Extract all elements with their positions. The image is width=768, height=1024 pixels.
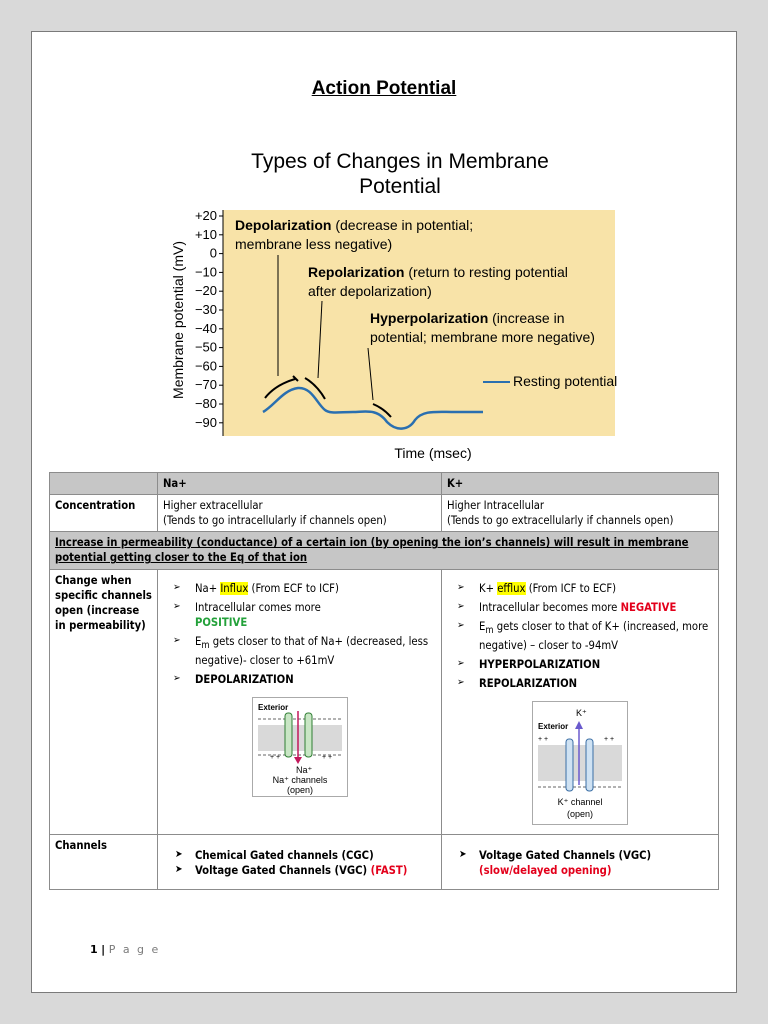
figure-title-line2: Potential — [359, 175, 441, 198]
y-tick-label: −70 — [194, 377, 217, 393]
y-tick-label: −90 — [194, 414, 217, 430]
header-empty-cell — [50, 473, 158, 495]
k-channel-caption: K⁺ channel — [557, 796, 603, 807]
y-tick-label: −50 — [194, 339, 217, 355]
list-item: ➢ Na+ Influx (From ECF to ICF) — [195, 581, 436, 596]
list-item: ➢ REPOLARIZATION — [479, 676, 713, 691]
k-channels-list — [447, 848, 713, 878]
k-channels-cell — [442, 834, 719, 889]
hyperpolarization-label: Hyperpolarization (increase in — [370, 310, 565, 326]
document-page — [31, 31, 737, 993]
k-concentration-cell — [442, 495, 719, 532]
resting-potential-label: Resting potential — [513, 373, 618, 389]
list-item: ➢ DEPOLARIZATION — [195, 672, 436, 687]
document-title: Action Potential — [311, 78, 457, 99]
k-channel-caption-line2: (open) — [566, 808, 594, 819]
na-exterior-label: Exterior — [257, 702, 288, 712]
k-concentration-line2: (Tends to go extracellularly if channels open) — [447, 514, 674, 528]
header-k: K+ — [442, 473, 719, 495]
y-axis-label: Membrane potential (mV) — [170, 241, 186, 399]
list-item: ➤ Chemical Gated channels (CGC) — [195, 848, 436, 863]
positive-text: POSITIVE — [195, 615, 248, 629]
ion-comparison-table — [49, 472, 719, 890]
na-concentration-line2: (Tends to go intracellularly if channels open) — [163, 514, 387, 528]
table-header-row — [50, 473, 719, 495]
svg-text:+ +: + + — [604, 735, 615, 743]
y-tick-label: +20 — [194, 208, 217, 223]
list-item: ➢ HYPERPOLARIZATION — [479, 657, 713, 672]
na-channel-caption: Na⁺ channels — [272, 774, 327, 785]
list-item: ➢ Intracellular becomes more NEGATIVE — [479, 600, 713, 615]
repolarization-label-line2: after depolarization) — [308, 283, 432, 299]
list-item: ➢ $E_m$ gets closer to that of Na+ (decreased, less negative)- closer to +61mV — [195, 634, 436, 668]
y-tick-label: 0 — [209, 245, 217, 261]
page-separator: | — [101, 943, 106, 956]
k-ion-label: K⁺ — [576, 707, 587, 718]
list-item: ➢ Intracellular comes more POSITIVE — [195, 600, 436, 630]
efflux-highlight: efflux — [497, 581, 526, 595]
repolarization-label: Repolarization (return to resting potential — [308, 264, 568, 280]
k-exterior-label: Exterior — [538, 721, 569, 731]
na-ion-label: Na⁺ — [295, 764, 312, 775]
row-label-concentration: Concentration — [50, 495, 158, 532]
table-row — [50, 834, 719, 889]
k-concentration-line1: Higher Intracellular — [447, 499, 545, 513]
header-na: Na+ — [158, 473, 442, 495]
y-tick-label: −80 — [194, 396, 217, 411]
row-label-change: Change when specific channels open (increase in permeability) — [50, 569, 158, 834]
svg-text:+ +: + + — [321, 753, 332, 761]
na-change-list — [163, 581, 436, 687]
y-tick-label: −30 — [194, 302, 217, 317]
slow-label: (slow/delayed opening) — [479, 864, 612, 878]
page-footer — [90, 943, 160, 956]
depolarization-label-line2: membrane less negative) — [235, 236, 393, 252]
na-channels-list — [163, 848, 436, 878]
row-label-channels: Channels — [50, 834, 158, 889]
na-concentration-cell — [158, 495, 442, 532]
svg-text:+ +: + + — [269, 753, 280, 761]
list-item: ➢ K+ efflux (From ICF to ECF) — [479, 581, 713, 596]
na-channel-protein — [285, 713, 292, 757]
y-tick-label: −40 — [194, 320, 217, 336]
page-number: 1 — [90, 943, 98, 956]
k-change-list — [447, 581, 713, 691]
k-channel-figure — [532, 701, 628, 825]
k-channel-protein — [566, 739, 573, 791]
influx-highlight: Influx — [220, 581, 249, 595]
y-tick-label: −10 — [194, 264, 217, 280]
na-channels-cell — [158, 834, 442, 889]
fast-label: (FAST) — [370, 864, 408, 878]
hyperpolarization-label-line2: potential; membrane more negative) — [370, 329, 595, 345]
k-change-cell — [442, 569, 719, 834]
y-tick-label: −20 — [194, 283, 217, 299]
list-item: ➤ Voltage Gated Channels (VGC) (FAST) — [195, 863, 436, 878]
na-channel-caption-line2: (open) — [286, 784, 313, 795]
table-row — [50, 569, 719, 834]
negative-text: NEGATIVE — [620, 600, 677, 614]
y-tick-label: +10 — [194, 226, 217, 242]
permeability-note: Increase in permeability (conductance) of a certain ion (by opening the ion’s channels) will result in membrane potential getting closer to the Eq of that ion — [50, 532, 719, 569]
x-axis-label: Time (msec) — [394, 445, 472, 461]
na-channel-figure — [252, 697, 348, 797]
na-change-cell — [158, 569, 442, 834]
membrane-potential-figure — [165, 140, 635, 466]
table-row — [50, 532, 719, 569]
svg-text:+ +: + + — [538, 735, 549, 743]
list-item: ➤ Voltage Gated Channels (VGC) (slow/delayed opening) — [479, 848, 713, 878]
na-concentration-line1: Higher extracellular — [163, 499, 263, 513]
figure-title-line1: Types of Changes in Membrane — [251, 150, 549, 173]
list-item: ➢ $E_m$ gets closer to that of K+ (increased, more negative) – closer to -94mV — [479, 619, 713, 653]
depolarization-label: Depolarization (decrease in potential; — [235, 217, 474, 233]
table-row — [50, 495, 719, 532]
page-label: P a g e — [108, 943, 161, 956]
y-axis-ticks — [195, 208, 223, 430]
y-tick-label: −60 — [194, 358, 217, 374]
